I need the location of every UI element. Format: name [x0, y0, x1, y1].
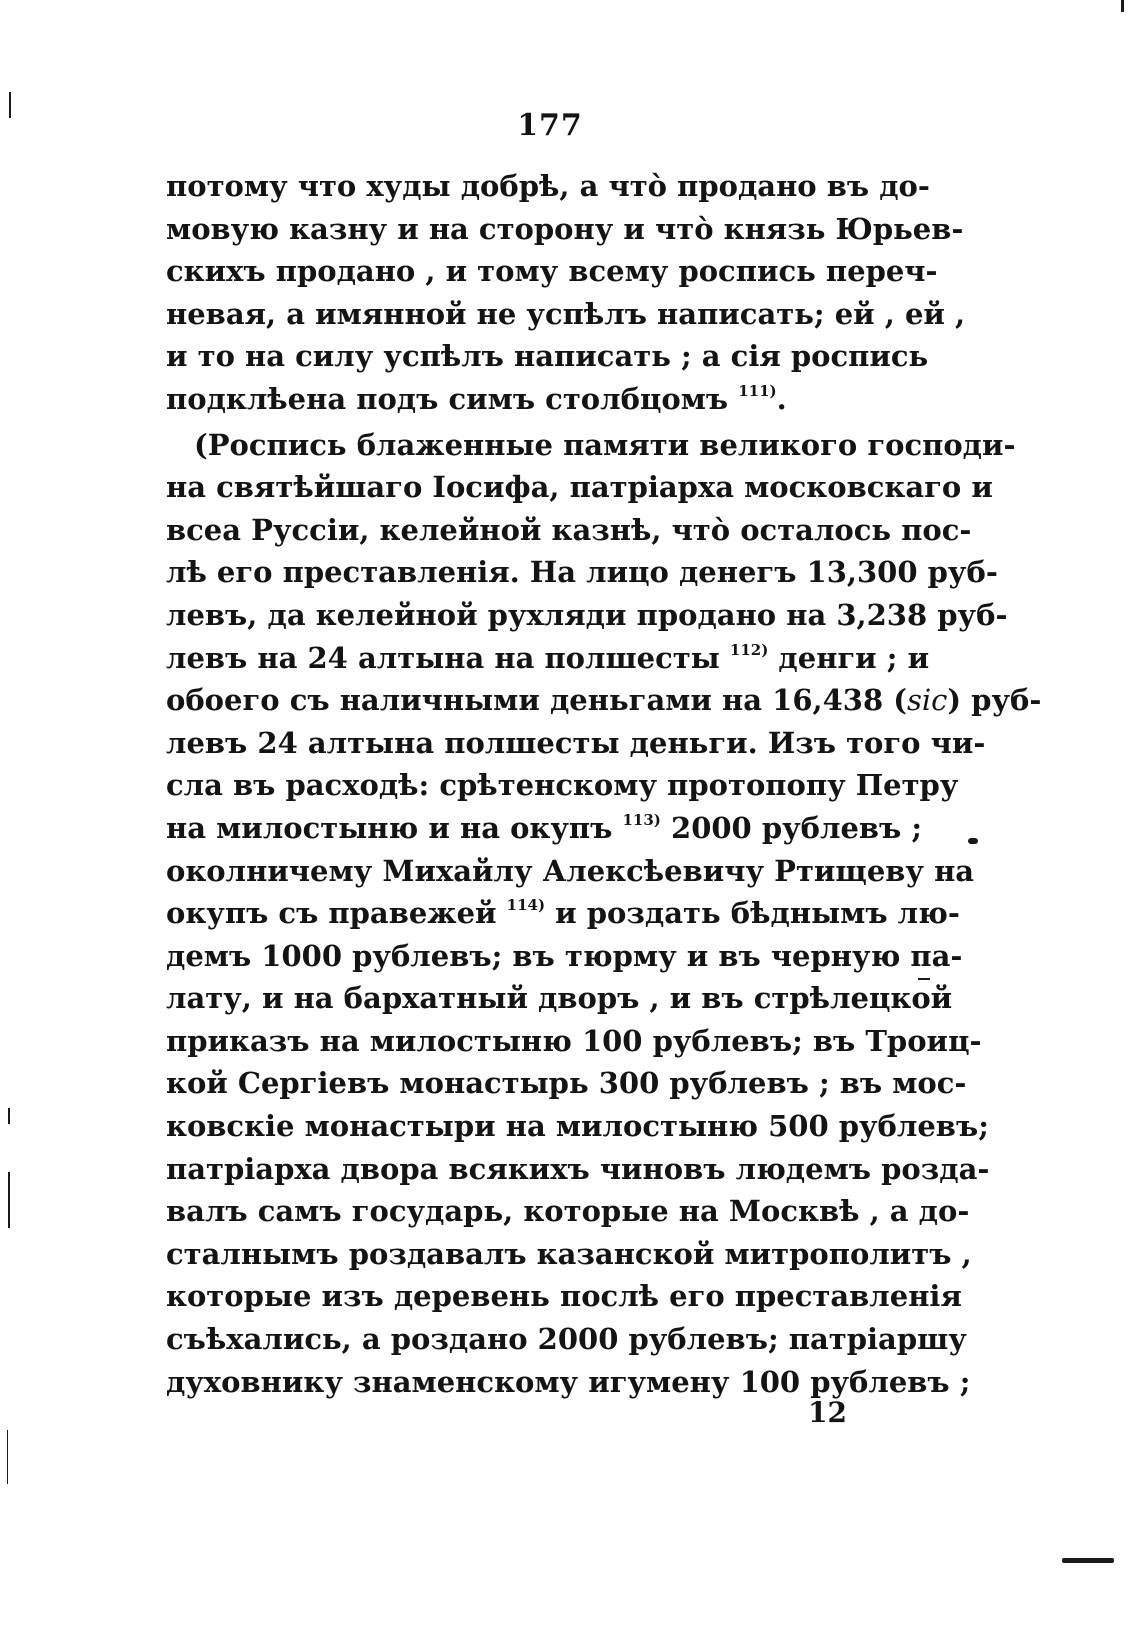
footnote-ref: 111)	[738, 381, 777, 400]
text-line	[166, 892, 960, 935]
text-segment: обоего съ наличными деньгами на 16,438 (	[166, 683, 907, 718]
text-segment: невая, а имянной не успѣлъ написать; ей , ей ,	[166, 296, 966, 331]
text-line	[166, 250, 938, 293]
text-line	[166, 935, 963, 978]
text-line	[166, 850, 975, 893]
text-line	[166, 764, 959, 807]
text-line	[166, 1105, 989, 1148]
footnote-ref: 113)	[622, 810, 661, 829]
footnote-ref: 114)	[506, 896, 546, 915]
text-segment: приказъ на милостыню 100 рублевъ; въ Троиц-	[166, 1023, 982, 1058]
scan-mark-right-bottom	[1062, 1558, 1114, 1563]
text-line	[166, 1190, 970, 1233]
text-segment: патріарха двора всякихъ чиновъ людемъ розда-	[166, 1151, 990, 1186]
text-segment: окупъ съ правежей	[166, 896, 507, 931]
text-segment: (Роспись блаженные памяти великого господи-	[194, 427, 1016, 462]
text-line	[166, 1233, 972, 1276]
scan-mark-left-mid	[8, 1108, 10, 1124]
text-segment: которые изъ деревень послѣ его преставленія	[166, 1279, 962, 1314]
text-segment: потому что худы добрѣ, а что̀ продано въ до-	[166, 169, 930, 203]
scan-mark-right-dot	[968, 838, 978, 844]
text-segment: сла въ расходѣ: срѣтенскому протопопу Петру	[166, 768, 959, 803]
text-segment: сталнымъ роздавалъ казанской митрополитъ ,	[166, 1236, 972, 1271]
text-line	[166, 1020, 982, 1063]
text-line	[166, 1062, 967, 1105]
signature-mark: 12	[808, 1396, 847, 1429]
scan-mark-right-top	[1121, 0, 1124, 12]
text-segment: левъ 24 алтына полшесты деньги. Изъ того чи-	[166, 725, 986, 760]
text-line	[166, 335, 929, 378]
text-line	[166, 551, 998, 594]
text-line	[166, 594, 1008, 637]
text-line	[166, 1148, 990, 1191]
text-line	[166, 1275, 962, 1318]
page-number: 177	[517, 108, 583, 143]
text-segment: лату, и на бархатный дворъ , и въ стрѣлецкой	[166, 981, 953, 1016]
scan-mark-right-dash	[918, 978, 930, 980]
text-line	[166, 1318, 967, 1361]
text-segment: 2000 рублевъ ;	[660, 810, 923, 845]
footnote-ref: 112)	[729, 640, 769, 659]
text-line	[166, 977, 953, 1020]
text-segment: мовую казну и на сторону и что̀ князь Юрьев-	[166, 211, 964, 246]
text-line	[166, 679, 1042, 722]
text-segment: на милостыню и на окупъ	[166, 810, 623, 845]
text-line	[166, 293, 966, 336]
text-segment: подклѣена подъ симъ столбцомъ	[166, 381, 739, 416]
text-segment: всеа Руссіи, келейной казнѣ, что̀ осталось пос-	[166, 512, 972, 547]
scan-mark-left-long	[8, 1172, 10, 1228]
text-segment: ) руб-	[947, 683, 1042, 718]
text-line	[166, 208, 964, 251]
text-segment: духовнику знаменскому игумену 100 рублевъ ;	[166, 1364, 971, 1399]
text-segment: скихъ продано , и тому всему роспись переч-	[166, 254, 938, 289]
text-segment: денги ; и	[768, 640, 930, 675]
text-segment: валъ самъ государь, которые на Москвѣ , а до-	[166, 1194, 970, 1229]
scan-mark-left-top	[9, 92, 11, 118]
text-line	[166, 378, 918, 421]
sic-note: sic	[906, 683, 948, 718]
text-segment: кой Сергіевъ монастырь 300 рублевъ ; въ мос-	[166, 1066, 967, 1101]
text-segment: левъ на 24 алтына на полшесты	[166, 640, 730, 675]
text-segment: демъ 1000 рублевъ; въ тюрму и въ черную па-	[166, 938, 963, 973]
text-line	[166, 637, 930, 680]
text-segment: ковскіе монастыри на милостыню 500 рублевъ;	[166, 1109, 989, 1144]
text-segment: на святѣйшаго Іосифа, патріарха московскаго и	[166, 470, 993, 505]
text-line	[166, 165, 930, 208]
text-segment: .	[776, 381, 787, 416]
text-segment: и то на силу успѣлъ написать ; а сія роспись	[166, 339, 929, 374]
text-line	[166, 509, 972, 552]
text-segment: лѣ его преставленія. На лицо денегъ 13,300 руб-	[166, 555, 998, 590]
text-line	[166, 1361, 971, 1404]
text-segment: околничему Михайлу Алексѣевичу Ртищеву на	[166, 853, 975, 888]
text-line	[166, 466, 993, 509]
text-line	[166, 722, 986, 765]
text-line	[166, 424, 1016, 467]
text-line	[166, 807, 923, 850]
text-segment: и роздать бѣднымъ лю-	[545, 896, 960, 931]
text-segment: съѣхались, а роздано 2000 рублевъ; патріаршу	[166, 1322, 967, 1357]
text-segment: левъ, да келейной рухляди продано на 3,238 руб-	[166, 597, 1008, 632]
scan-mark-left-bottom	[7, 1430, 8, 1484]
body-text	[166, 165, 1042, 1403]
